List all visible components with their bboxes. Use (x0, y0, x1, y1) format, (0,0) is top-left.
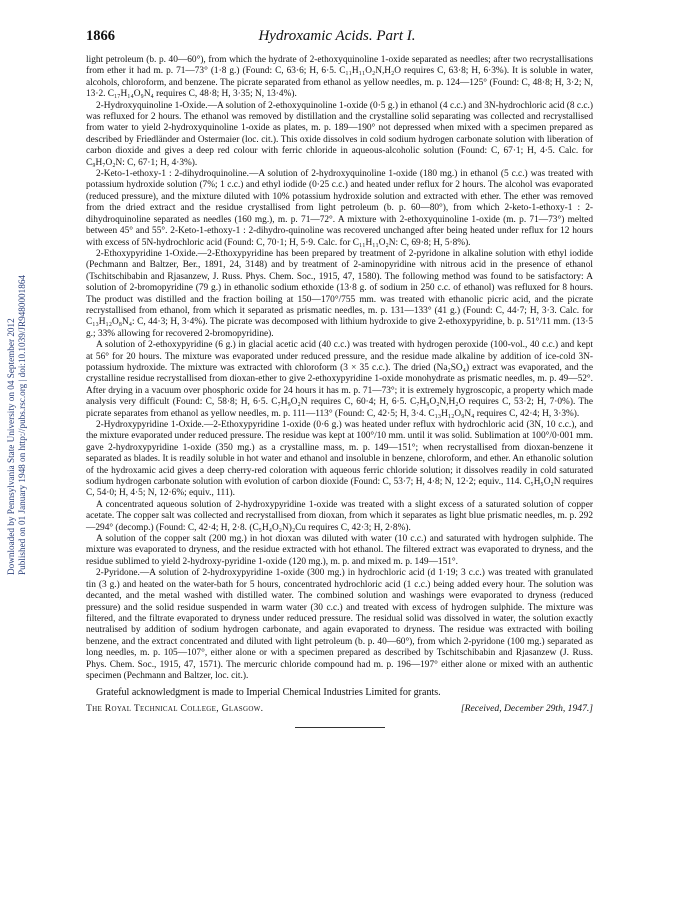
download-info-sidebar (6, 275, 28, 575)
paragraph: A concentrated aqueous solution of 2-hydroxypyridine 1-oxide was treated with a slight excess of a saturated solution of copper acetate. The copper salt was collected and recrystallised from dioxan, from which it separates as light blue prismatic needles, m. p. 292—294° (decomp.) (Found: C, 42·4; H, 2·8. (C₅H₄O₂N)₂Cu requires C, 42·3; H, 2·8%). (86, 499, 593, 533)
end-rule (295, 727, 385, 728)
running-title: Hydroxamic Acids. Part I. (258, 28, 416, 44)
paragraph: 2-Pyridone.—A solution of 2-hydroxypyridine 1-oxide (300 mg.) in hydrochloric acid (d 1·19; 3 c.c.) was treated with granulated tin (3 g.) and heated on the water-bath for 5 hours, concentrated hydrochloric acid (1 c.c.) being added every hour. The solution was decanted, and the metal washed with distilled water. The combined solution and washings were evaporated to dryness (reduced pressure) and the solid residue suspended in warm water (30 c.c.) and treated with excess of hydrogen sulphide. The mixture was filtered, and the filtrate evaporated to dryness under reduced pressure. The residual solid was dissolved in water, the solution exactly neutralised by addition of sodium hydrogen carbonate, and again evaporated to dryness. The residue was extracted with boiling benzene, and the extract concentrated and diluted with light petroleum (b. p. 40—60°), from which 2-pyridone (100 mg.) separated as long needles, m. p. 105—107°, either alone or with a specimen prepared as described by Tschitschibabin and Rjasanzew (J. Russ. Phys. Chem. Soc., 1915, 47, 1571). The mercuric chloride compound had m. p. 196—197° either alone or mixed with an authentic specimen (Pechmann and Baltzer, loc. cit.). (86, 568, 593, 681)
paragraph: A solution of 2-ethoxypyridine (6 g.) in glacial acetic acid (40 c.c.) was treated with hydrogen peroxide (100-vol., 40 c.c.) and kept at 56° for 20 hours. The mixture was evaporated under reduced pressure, and the residue made alkaline by addition of ice-cold 3N-potassium hydroxide. The mixture was extracted with chloroform (3 × 35 c.c.). The dried (Na₂SO₄) extract was evaporated, and the crystalline residue recrystallised from dioxan-ether to give 2-ethoxypyridine 1-oxide monohydrate as prismatic needles, m. p. 49—52°. After drying in a vacuum over phosphoric oxide for 24 hours it has m. p. 71—73°; it is extremely hygroscopic, a property which made analysis very difficult (Found: C, 58·8; H, 6·5. C₇H₉O₂N requires C, 60·4; H, 6·5. C₇H₉O₂N,H₂O requires C, 53·2; H, 7·0%). The picrate separates from ethanol as yellow needles, m. p. 111—113° (Found: C, 42·5; H, 3·4. C₁₃H₁₂O₉N₄ requires C, 42·4; H, 3·3%). (86, 340, 593, 419)
paragraph: A solution of the copper salt (200 mg.) in hot dioxan was diluted with water (10 c.c.) and saturated with hydrogen sulphide. The mixture was evaporated to dryness, and the residue extracted with hot ethanol. The filtered extract was evaporated to dryness, and the residue sublimed to yield 2-hydroxy-pyridine 1-oxide (120 mg.), m. p. and mixed m. p. 149—151°. (86, 534, 593, 567)
publication-line[interactable]: Published on 01 January 1948 on http://pubs.rsc.org | doi:10.1039/JR9480001864 (17, 274, 27, 575)
paragraph: 2-Ethoxypyridine 1-Oxide.—2-Ethoxypyridine has been prepared by treatment of 2-pyridone in alkaline solution with ethyl iodide (Pechmann and Baltzer, Ber., 1891, 24, 3148) and by treatment of 2-aminopyridine with nitrous acid in the presence of ethanol (Tschitschibabin and Rjasanzew, J. Russ. Phys. Chem. Soc., 1915, 47, 1580). The following method was found to be satisfactory: A solution of 2-bromopyridine (79 g.) in ethanolic sodium ethoxide (13·8 g. of sodium in 250 c.c. of ethanol) was refluxed for 8 hours. The product was distilled and the fraction boiling at 150—170°/755 mm. was treated with ethanolic picric acid, and the picrate recrystallised from ethanol, from which it separated as prismatic needles, m. p. 131—133° (41 g.) (Found: C, 44·7; H, 3·3. Calc. for C₁₃H₁₂O₈N₄: C, 44·3; H, 3·4%). The picrate was decomposed with lithium hydroxide to give 2-ethoxypyridine, b. p. 51°/11 mm. (13·5 g.; 33% allowing for recovered 2-bromopyridine). (86, 248, 593, 339)
institution: The Royal Technical College, Glasgow. (86, 702, 264, 714)
paragraph: 2-Keto-1-ethoxy-1 : 2-dihydroquinoline.—A solution of 2-hydroxyquinoline 1-oxide (180 mg.) in ethanol (5 c.c.) was treated with potassium hydroxide solution (7%; 1 c.c.) and ethyl iodide (0·25 c.c.) and heated under reflux for 2 hours. The alcohol was evaporated (reduced pressure), and the mixture diluted with 10% potassium hydroxide solution and extracted with ether. The ether was removed from the dried extract and the residue crystallised from light petroleum (b. p. 60—80°), from which 2-keto-1-ethoxy-1 : 2-dihydroquinoline separated as needles (160 mg.), m. p. 71—72°. A mixture with 2-ethoxyquinoline 1-oxide (m. p. 71—73°) melted between 45° and 55°. 2-Keto-1-ethoxy-1 : 2-dihydro-quinoline was recovered unchanged after being heated under reflux for 12 hours with excess of 5N-hydrochloric acid (Found: C, 70·1; H, 5·9. Calc. for C₁₁H₁₁O₂N: C, 69·8; H, 5·8%). (86, 169, 593, 248)
download-line: Downloaded by Pennsylvania State University on 04 September 2012 (6, 318, 16, 575)
received-date: [Received, December 29th, 1947.] (460, 702, 593, 714)
page-header (86, 28, 588, 48)
page-number: 1866 (86, 28, 115, 44)
acknowledgement: Grateful acknowledgment is made to Imperial Chemical Industries Limited for grants. (96, 687, 441, 699)
article-footer (86, 703, 593, 716)
paragraph: 2-Hydroxyquinoline 1-Oxide.—A solution of 2-ethoxyquinoline 1-oxide (0·5 g.) in ethanol (4 c.c.) and 3N-hydrochloric acid (8 c.c.) was refluxed for 2 hours. The ethanol was removed by distillation and the crystalline solid separating was collected and recrystallised from water to yield 2-hydroxyquinoline 1-oxide as plates, m. p. 189—190° not depressed when mixed with a specimen prepared as described by Friedländer and Ostermaier (loc. cit.). This oxide dissolves in cold sodium hydrogen carbonate solution with liberation of carbon dioxide and gives a deep red colour with ferric chloride in aqueous-alcoholic solution (Found: C, 67·1; H, 4·5. Calc. for C₉H₇O₂N: C, 67·1; H, 4·3%). (86, 100, 593, 168)
paragraph: 2-Hydroxypyridine 1-Oxide.—2-Ethoxypyridine 1-oxide (0·6 g.) was heated under reflux with hydrochloric acid (3N, 10 c.c.), and the mixture evaporated under reduced pressure. The residue was kept at 100°/10 mm. until it was solid. Sublimation at 100°/0·001 mm. gave 2-hydroxypyridine 1-oxide (350 mg.) as a crystalline mass, m. p. 149—151°; when recrystallised from dioxan-benzene it separated as blades. It is readily soluble in hot water and ethanol and insoluble in benzene, chloroform, and ether. An ethanolic solution of the hydroxamic acid gives a deep cherry-red coloration with aqueous ferric chloride solution; it dissolves readily in cold saturated sodium hydrogen carbonate solution with evolution of carbon dioxide (Found: C, 53·7; H, 4·8; N, 12·2; equiv., 114. C₅H₅O₂N requires C, 54·0; H, 4·5; N, 12·6%; equiv., 111). (86, 420, 593, 499)
article-body (86, 55, 593, 728)
paragraph: light petroleum (b. p. 40—60°), from which the hydrate of 2-ethoxyquinoline 1-oxide separated as needles; after two recrystallisations from ether it had m. p. 71—73° (1·8 g.) (Found: C, 63·6; H, 6·5. C₁₁H₁₁O₂N,H₂O requires C, 63·8; H, 6·3%). It is soluble in water, alcohols, chloroform, and benzene. The picrate separated from ethanol as yellow needles, m. p. 124—125° (Found: C, 48·8; H, 3·2; N, 13·2. C₁₇H₁₄O₉N₄ requires C, 48·8; H, 3·35; N, 13·4%). (86, 55, 593, 100)
